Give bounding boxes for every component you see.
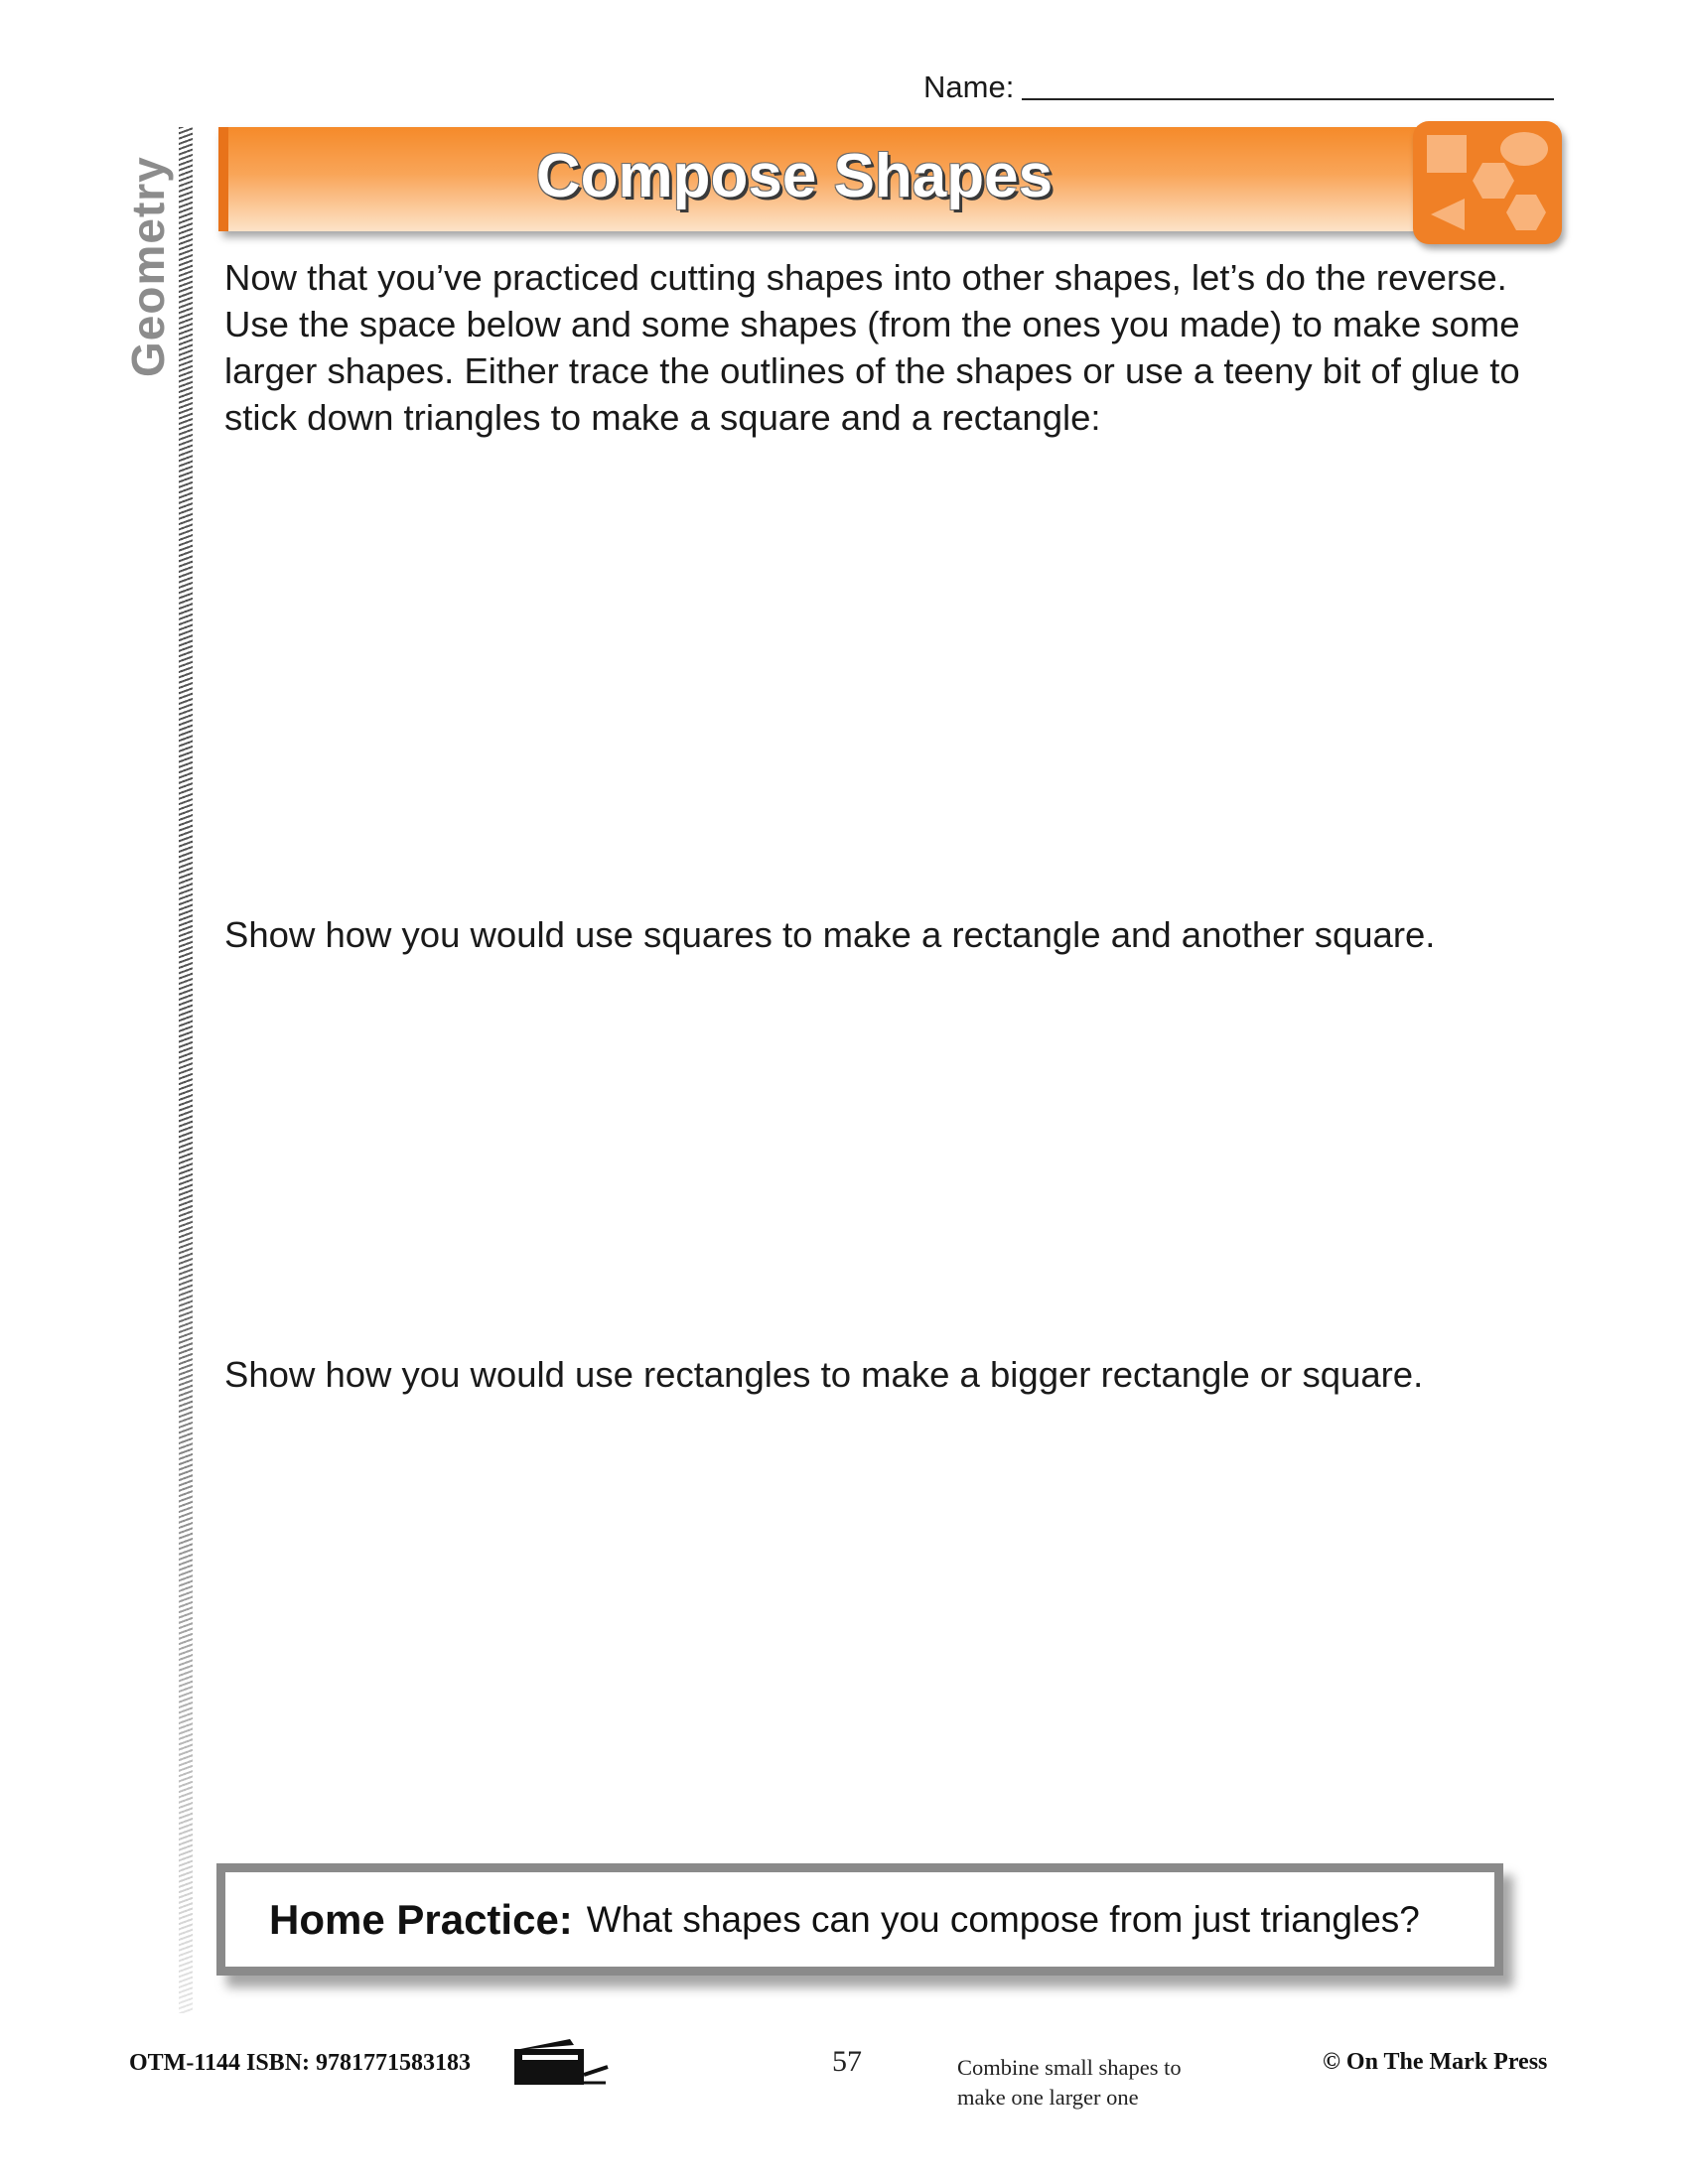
home-practice-question: What shapes can you compose from just triangles? [586,1898,1420,1940]
side-subject-text: Geometry [122,156,174,377]
shapes-icon-graphic [1413,121,1562,244]
name-label: Name: [923,69,1015,104]
prompt-squares: Show how you would use squares to make a rectangle and another square. [224,914,1436,955]
page-title: Compose Shapes [535,142,1054,210]
footer-copyright: © On The Mark Press [1323,2049,1548,2075]
shapes-icon [1413,121,1562,244]
intro-instructions: Now that you’ve practiced cutting shapes into other shapes, let’s do the reverse. Use the space below and some shapes (from the ones you made) to make some larger shapes. Either trace the outlines of the shapes or use a teeny bit of glue to stick down triangles to make a square and a rectangle: [224,257,1520,438]
footer-product-code: OTM-1144 ISBN: 9781771583183 [129,2050,472,2076]
side-decorative-stripe [179,127,193,2013]
name-blank-line[interactable] [1022,98,1554,100]
title-banner [218,127,1435,231]
home-practice-box [216,1863,1503,1976]
footer-caption-line2: make one larger one [957,2085,1139,2110]
name-field-row [923,71,1554,102]
prompt-rectangles: Show how you would use rectangles to make a bigger rectangle or square. [224,1354,1424,1395]
footer-caption-line1: Combine small shapes to [957,2055,1182,2080]
page-number: 57 [832,2045,862,2078]
footer-caption [957,2053,1182,2113]
photocopier-icon [512,2037,612,2094]
home-practice-label: Home Practice: [269,1895,573,1943]
